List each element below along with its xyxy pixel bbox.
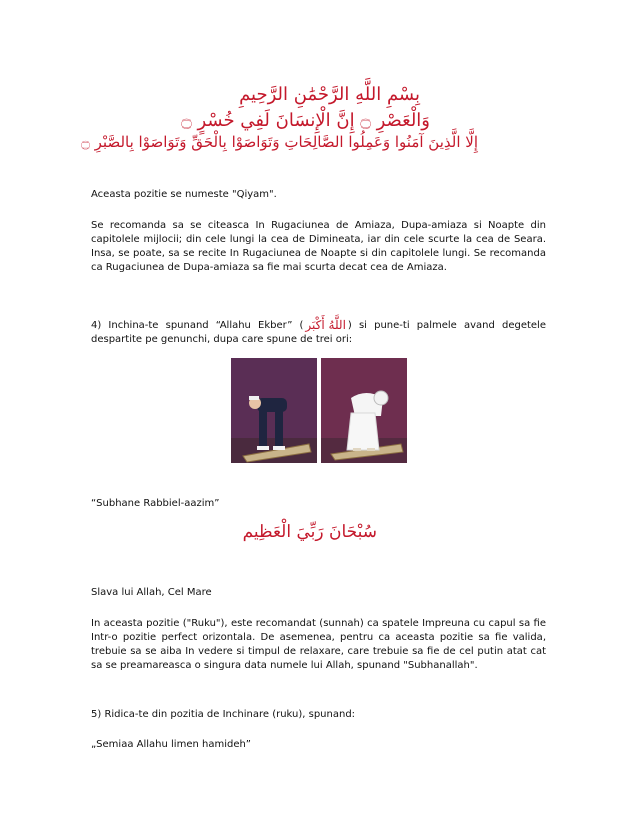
header-arabic-line3: إِلَّا الَّذِينَ آمَنُوا وَعَمِلُوا الصَّالِحَاتِ وَتَوَاصَوْا بِالْحَقِّ وَتَوَاصَوْا بِالصَّبْرِ ۝ bbox=[81, 133, 478, 151]
recommend-paragraph: Se recomanda sa se citeasca In Rugaciunea de Amiaza, Dupa-amiaza si Noapte din capitolele mijlocii; din cele lungi la cea de Dimineata, iar din cele scurte la cea de Seara. Insa, se poate, sa se recite In Rugaciunea de Noapte si din capitolele lungi. Se recomanda ca Rugaciunea de Dupa-amiaza sa fie mai scurta decat cea de Amiaza. bbox=[91, 220, 546, 273]
subhane-transliteration: “Subhane Rabbiel-aazim” bbox=[91, 498, 220, 509]
step4-text-after: ) si pune-ti palmele avand degetele despartite pe genunchi, dupa care spune de trei ori: bbox=[91, 320, 546, 345]
semiaa-transliteration: „Semiaa Allahu limen hamideh” bbox=[91, 739, 251, 750]
slava-translation: Slava lui Allah, Cel Mare bbox=[91, 587, 212, 598]
man-bowing-illustration bbox=[231, 358, 317, 463]
man-bowing-photo bbox=[231, 358, 317, 463]
allahu-ekber-arabic: اللَّهُ أَكْبَر bbox=[305, 318, 346, 332]
header-arabic-line1: بِسْمِ اللَّهِ الرَّحْمَٰنِ الرَّحِيمِ bbox=[239, 84, 420, 105]
step4-text-before: 4) Inchina-te spunand “Allahu Ekber” ( bbox=[91, 320, 304, 331]
ruku-paragraph: In aceasta pozitie ("Ruku"), este recomandat (sunnah) ca spatele Impreuna cu capul sa fie Intr-o pozitie perfect orizontala. De asemenea, pentru ca aceasta pozitie sa fie valida, trebuie sa se aiba In vedere si timpul de relaxare, care trebuie sa fie de cel putin atat cat sa se preamareasca o singura data numele lui Allah, spunand "Subhanallah". bbox=[91, 618, 546, 671]
girl-bowing-photo bbox=[321, 358, 407, 463]
step4-paragraph bbox=[91, 318, 546, 347]
girl-bowing-illustration bbox=[321, 358, 407, 463]
subhane-arabic: سُبْحَانَ رَبِّيَ الْعَظِيم bbox=[242, 522, 377, 542]
qiyam-paragraph: Aceasta pozitie se numeste "Qiyam". bbox=[91, 189, 277, 200]
header-arabic-line2: وَالْعَصْرِ ۝ إِنَّ الْإِنسَانَ لَفِي خُسْرٍ ۝ bbox=[181, 110, 430, 131]
step5-paragraph: 5) Ridica-te din pozitia de Inchinare (ruku), spunand: bbox=[91, 709, 356, 720]
